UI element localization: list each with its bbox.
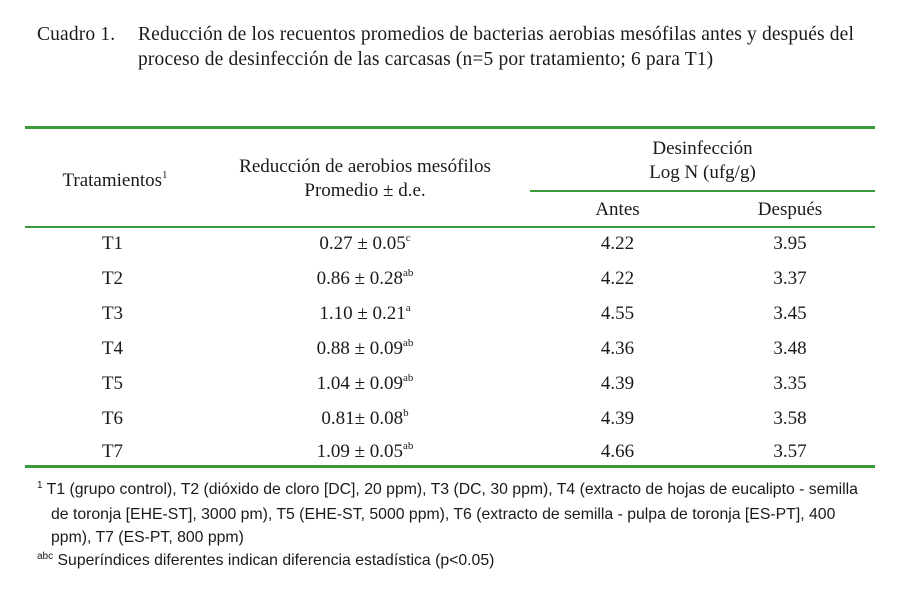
table-row [25, 337, 875, 372]
footnote-treatments [37, 478, 872, 549]
desinfeccion-subheader-rule [530, 190, 875, 192]
footnote-superscripts-marker: abc [37, 551, 54, 562]
table-footnotes [37, 478, 872, 574]
cell-reduccion-superscript: ab [403, 440, 414, 452]
header-antes: Antes [595, 199, 640, 220]
cell-antes: 4.66 [600, 441, 635, 462]
cell-reduccion-value: 1.04 ± 0.09 [316, 373, 404, 394]
cell-tratamiento: T5 [101, 373, 124, 394]
caption-text: Reducción de los recuentos promedios de bacterias aerobias mesófilas antes y después del proceso de desinfección de las carcasas (n=5 por tratamiento; 6 para T1) [138, 24, 855, 70]
cell-reduccion-value: 0.27 ± 0.05 [319, 233, 406, 254]
caption-label: Cuadro 1. [37, 24, 116, 45]
cell-despues: 3.58 [773, 408, 807, 429]
table-row [25, 232, 875, 267]
cell-reduccion [200, 267, 530, 293]
cell-tratamiento: T7 [101, 441, 124, 462]
cell-reduccion [200, 407, 530, 433]
header-desinfeccion-line1: Desinfección [652, 138, 753, 159]
cell-tratamiento: T1 [101, 233, 124, 254]
cell-reduccion-value: 0.86 ± 0.28 [316, 268, 404, 289]
table-row [25, 372, 875, 407]
footnote-superscripts-text: Superíndices diferentes indican diferencia estadística (p<0.05) [57, 552, 495, 569]
cell-reduccion [200, 440, 530, 466]
table-row [25, 407, 875, 442]
header-reduccion-line1: Reducción de aerobios mesófilos [239, 156, 491, 177]
cell-reduccion-superscript: a [405, 302, 411, 314]
cell-reduccion [200, 302, 530, 328]
footnote-superscripts [37, 549, 872, 574]
table-row [25, 302, 875, 337]
cell-reduccion-superscript: ab [403, 337, 414, 349]
cell-reduccion-value: 0.88 ± 0.09 [316, 338, 404, 359]
table-row [25, 440, 875, 475]
cell-antes: 4.55 [600, 303, 635, 324]
table-header-rule [25, 226, 875, 228]
cell-reduccion-value: 1.09 ± 0.05 [316, 441, 404, 462]
cell-reduccion-superscript: ab [403, 267, 414, 279]
header-despues: Después [757, 199, 823, 220]
cell-antes: 4.39 [600, 408, 635, 429]
cell-despues: 3.57 [773, 441, 807, 462]
footnote-treatments-marker: 1 [37, 480, 43, 491]
cell-reduccion-superscript: c [405, 232, 411, 244]
cell-antes: 4.39 [600, 373, 635, 394]
header-desinfeccion [530, 137, 875, 185]
cell-tratamiento: T3 [101, 303, 124, 324]
header-desinfeccion-line2: Log N (ufg/g) [649, 162, 756, 183]
cell-reduccion [200, 372, 530, 398]
header-reduccion-line2: Promedio ± d.e. [304, 180, 426, 201]
cell-antes: 4.22 [600, 233, 635, 254]
header-tratamientos [25, 169, 205, 195]
header-tratamientos-label: Tratamientos [62, 170, 163, 191]
cell-reduccion-value: 1.10 ± 0.21 [319, 303, 406, 324]
header-reduccion [200, 155, 530, 203]
footnote-treatments-text: T1 (grupo control), T2 (dióxido de cloro [DC], 20 ppm), T3 (DC, 30 ppm), T4 (extracto de hojas de eucalipto - semilla de toronja [EHE-ST], 3000 pm), T5 (EHE-ST, 5000 ppm), T6 (extracto de semilla - pulpa de toronja [ES-PT], 400 ppm), T7 (ES-PT, 800 ppm) [46, 481, 858, 546]
cell-antes: 4.36 [600, 338, 635, 359]
cell-despues: 3.45 [773, 303, 807, 324]
cell-tratamiento: T2 [101, 268, 124, 289]
cell-reduccion-value: 0.81± 0.08 [321, 408, 404, 429]
cell-tratamiento: T4 [101, 338, 124, 359]
cell-reduccion [200, 337, 530, 363]
cell-antes: 4.22 [600, 268, 635, 289]
cell-despues: 3.35 [773, 373, 807, 394]
table-row [25, 267, 875, 302]
table-top-rule [25, 126, 875, 129]
cell-despues: 3.48 [773, 338, 807, 359]
cell-despues: 3.37 [773, 268, 807, 289]
header-tratamientos-footnote-mark: 1 [162, 169, 168, 181]
cell-reduccion-superscript: ab [403, 372, 414, 384]
cell-tratamiento: T6 [101, 408, 124, 429]
cell-reduccion-superscript: b [403, 407, 409, 419]
cell-despues: 3.95 [773, 233, 807, 254]
cell-reduccion [200, 232, 530, 258]
